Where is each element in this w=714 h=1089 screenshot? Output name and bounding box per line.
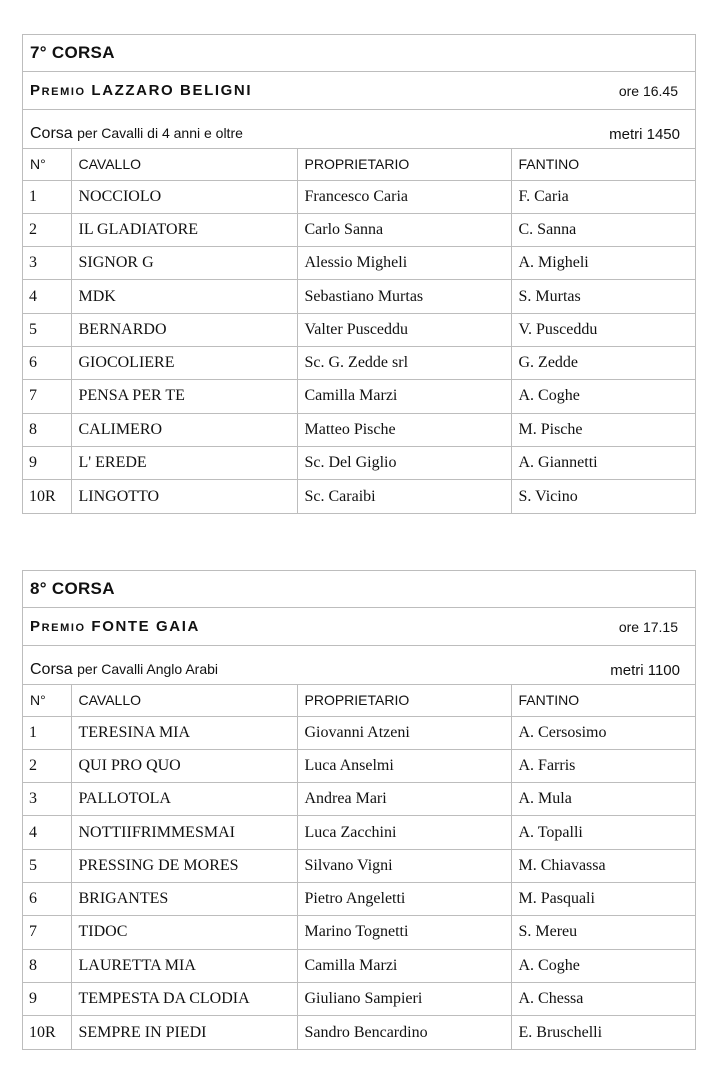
horse-name: TEMPESTA DA CLODIA xyxy=(71,982,297,1015)
horse-name: PENSA PER TE xyxy=(71,380,297,413)
jockey-name: A. Migheli xyxy=(511,247,695,280)
jockey-name: M. Chiavassa xyxy=(511,849,695,882)
owner-name: Giovanni Atzeni xyxy=(297,716,511,749)
jockey-name: A. Cersosimo xyxy=(511,716,695,749)
entry-number: 5 xyxy=(23,849,71,882)
horse-name: BRIGANTES xyxy=(71,882,297,915)
entry-number: 2 xyxy=(23,213,71,246)
race-category-prefix: Corsa xyxy=(30,661,73,678)
table-row xyxy=(23,849,695,882)
entry-number: 5 xyxy=(23,313,71,346)
jockey-name: S. Murtas xyxy=(511,280,695,313)
owner-name: Andrea Mari xyxy=(297,783,511,816)
race-category-prefix: Corsa xyxy=(30,125,73,142)
owner-name: Carlo Sanna xyxy=(297,213,511,246)
jockey-name: A. Chessa xyxy=(511,982,695,1015)
owner-name: Matteo Pische xyxy=(297,413,511,446)
horse-name: MDK xyxy=(71,280,297,313)
race-category-rest: per Cavalli di 4 anni e oltre xyxy=(77,125,243,141)
table-row xyxy=(23,346,695,379)
premio-name: Premio LAZZARO BELIGNI xyxy=(30,82,253,99)
jockey-name: E. Bruschelli xyxy=(511,1016,695,1049)
horse-name: NOTTIIFRIMMESMAI xyxy=(71,816,297,849)
race-card-8 xyxy=(22,570,696,1050)
owner-name: Camilla Marzi xyxy=(297,380,511,413)
jockey-name: A. Coghe xyxy=(511,949,695,982)
header-horse: CAVALLO xyxy=(71,149,297,180)
table-row xyxy=(23,916,695,949)
table-header-row xyxy=(23,149,695,180)
entry-number: 3 xyxy=(23,247,71,280)
jockey-name: G. Zedde xyxy=(511,346,695,379)
table-row xyxy=(23,1016,695,1049)
jockey-name: F. Caria xyxy=(511,180,695,213)
jockey-name: A. Giannetti xyxy=(511,446,695,479)
table-row xyxy=(23,247,695,280)
table-header-row xyxy=(23,685,695,716)
entry-number: 6 xyxy=(23,346,71,379)
owner-name: Marino Tognetti xyxy=(297,916,511,949)
table-row xyxy=(23,413,695,446)
entry-number: 7 xyxy=(23,380,71,413)
header-number: N° xyxy=(23,685,71,716)
horse-name: SEMPRE IN PIEDI xyxy=(71,1016,297,1049)
table-row xyxy=(23,783,695,816)
header-jockey: FANTINO xyxy=(518,692,580,709)
table-row xyxy=(23,280,695,313)
race-title: 8° CORSA xyxy=(23,571,695,608)
race-category-rest: per Cavalli Anglo Arabi xyxy=(77,661,219,677)
header-jockey: FANTINO xyxy=(518,156,580,173)
entry-number: 6 xyxy=(23,882,71,915)
owner-name: Valter Pusceddu xyxy=(297,313,511,346)
table-row xyxy=(23,716,695,749)
race-info-row xyxy=(23,646,695,685)
jockey-name: A. Coghe xyxy=(511,380,695,413)
owner-name: Luca Anselmi xyxy=(297,749,511,782)
owner-name: Sebastiano Murtas xyxy=(297,280,511,313)
entries-table xyxy=(23,685,695,1049)
table-row xyxy=(23,446,695,479)
owner-name: Silvano Vigni xyxy=(297,849,511,882)
owner-name: Sc. Del Giglio xyxy=(297,446,511,479)
horse-name: TERESINA MIA xyxy=(71,716,297,749)
race-card-7 xyxy=(22,34,696,514)
entry-number: 10R xyxy=(23,480,71,513)
entry-number: 10R xyxy=(23,1016,71,1049)
owner-name: Sc. Caraibi xyxy=(297,480,511,513)
jockey-name: A. Mula xyxy=(511,783,695,816)
entry-number: 3 xyxy=(23,783,71,816)
owner-name: Pietro Angeletti xyxy=(297,882,511,915)
premio-name: Premio FONTE GAIA xyxy=(30,618,200,635)
race-info-row xyxy=(23,110,695,149)
owner-name: Sandro Bencardino xyxy=(297,1016,511,1049)
race-time: ore 17.15 xyxy=(618,618,678,635)
entries-table xyxy=(23,149,695,513)
owner-name: Francesco Caria xyxy=(297,180,511,213)
jockey-name: M. Pasquali xyxy=(511,882,695,915)
owner-name: Camilla Marzi xyxy=(297,949,511,982)
horse-name: SIGNOR G xyxy=(71,247,297,280)
table-row xyxy=(23,749,695,782)
horse-name: TIDOC xyxy=(71,916,297,949)
owner-name: Alessio Migheli xyxy=(297,247,511,280)
race-distance: metri 1100 xyxy=(610,662,680,679)
entry-number: 8 xyxy=(23,949,71,982)
horse-name: GIOCOLIERE xyxy=(71,346,297,379)
jockey-name: V. Pusceddu xyxy=(511,313,695,346)
owner-name: Luca Zacchini xyxy=(297,816,511,849)
entry-number: 9 xyxy=(23,446,71,479)
owner-name: Giuliano Sampieri xyxy=(297,982,511,1015)
jockey-name: A. Farris xyxy=(511,749,695,782)
race-distance: metri 1450 xyxy=(609,126,680,143)
entry-number: 9 xyxy=(23,982,71,1015)
race-category xyxy=(30,661,218,679)
entry-number: 4 xyxy=(23,816,71,849)
horse-name: NOCCIOLO xyxy=(71,180,297,213)
header-number: N° xyxy=(23,149,71,180)
horse-name: CALIMERO xyxy=(71,413,297,446)
table-row xyxy=(23,213,695,246)
entry-number: 2 xyxy=(23,749,71,782)
jockey-name: M. Pische xyxy=(511,413,695,446)
horse-name: PRESSING DE MORES xyxy=(71,849,297,882)
jockey-name: S. Mereu xyxy=(511,916,695,949)
header-owner: PROPRIETARIO xyxy=(297,149,511,180)
jockey-name: S. Vicino xyxy=(511,480,695,513)
jockey-name: C. Sanna xyxy=(511,213,695,246)
table-row xyxy=(23,313,695,346)
horse-name: LINGOTTO xyxy=(71,480,297,513)
header-owner: PROPRIETARIO xyxy=(297,685,511,716)
horse-name: IL GLADIATORE xyxy=(71,213,297,246)
entry-number: 7 xyxy=(23,916,71,949)
premio-row xyxy=(23,72,695,110)
race-time: ore 16.45 xyxy=(618,82,678,99)
premio-row xyxy=(23,608,695,646)
horse-name: QUI PRO QUO xyxy=(71,749,297,782)
jockey-name: A. Topalli xyxy=(511,816,695,849)
entry-number: 8 xyxy=(23,413,71,446)
entry-number: 1 xyxy=(23,180,71,213)
table-row xyxy=(23,949,695,982)
horse-name: BERNARDO xyxy=(71,313,297,346)
race-category xyxy=(30,125,243,143)
entry-number: 4 xyxy=(23,280,71,313)
horse-name: L' EREDE xyxy=(71,446,297,479)
race-title: 7° CORSA xyxy=(23,35,695,72)
table-row xyxy=(23,380,695,413)
owner-name: Sc. G. Zedde srl xyxy=(297,346,511,379)
table-row xyxy=(23,882,695,915)
horse-name: PALLOTOLA xyxy=(71,783,297,816)
header-horse: CAVALLO xyxy=(71,685,297,716)
horse-name: LAURETTA MIA xyxy=(71,949,297,982)
table-row xyxy=(23,180,695,213)
table-row xyxy=(23,982,695,1015)
table-row xyxy=(23,480,695,513)
entry-number: 1 xyxy=(23,716,71,749)
table-row xyxy=(23,816,695,849)
